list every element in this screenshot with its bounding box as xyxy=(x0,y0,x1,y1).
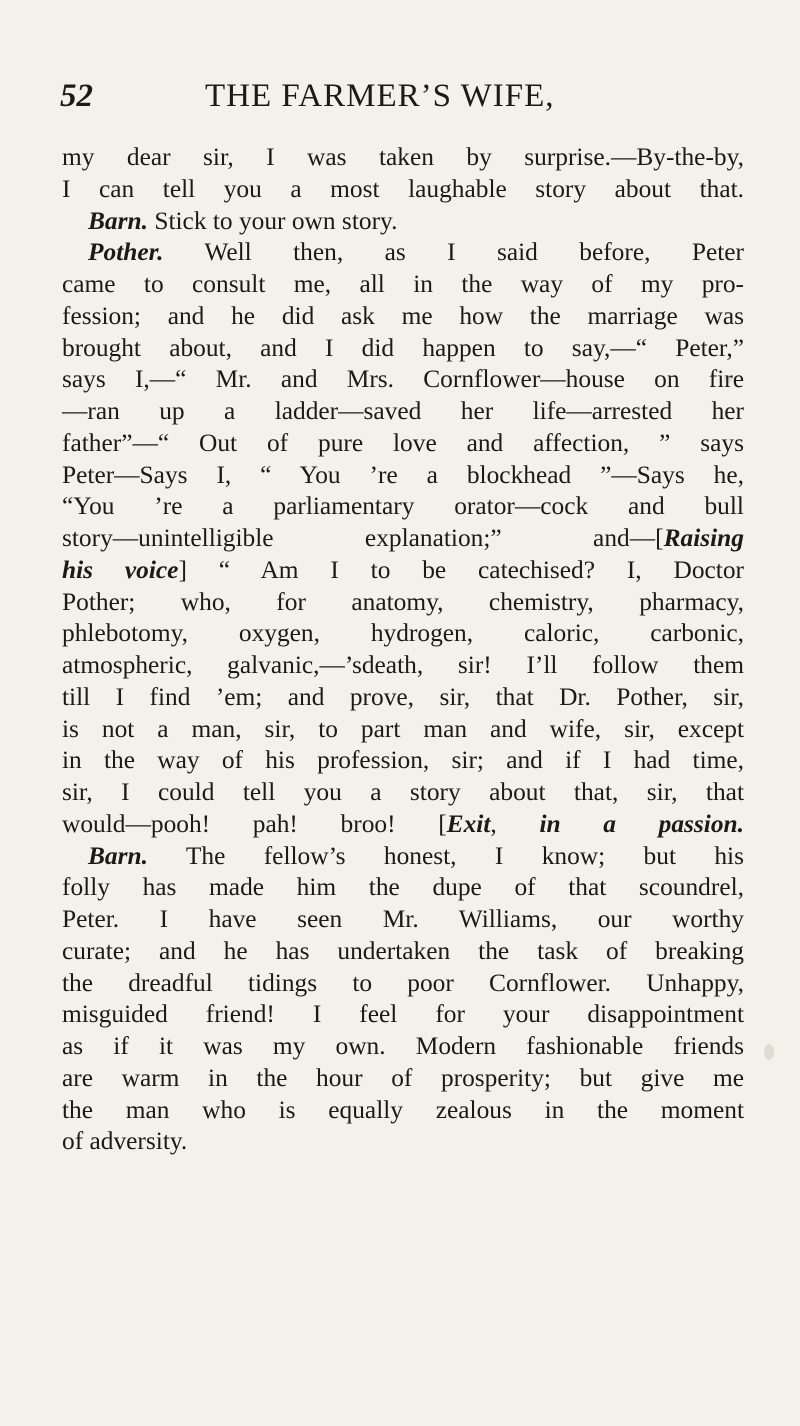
text-line: brought about, and I did happen to say,—“ Peter,” xyxy=(62,333,744,362)
paper-smudge xyxy=(724,375,732,383)
text-line: Pother. Well then, as I said before, Peter xyxy=(88,238,744,267)
text-line: the dreadful tidings to poor Cornflower. Unhappy, xyxy=(62,968,744,997)
text-line: Pother; who, for anatomy, chemistry, pharmacy, xyxy=(62,587,744,616)
text-line: sir, I could tell you a story about that, sir, that xyxy=(62,778,744,806)
text-line: I can tell you a most laughable story about that. xyxy=(62,174,744,203)
stage-direction: Exit xyxy=(446,809,491,838)
text-line: as if it was my own. Modern fashionable friends xyxy=(62,1032,744,1060)
text-line: came to consult me, all in the way of my pro- xyxy=(62,270,744,298)
stage-direction: Raising xyxy=(663,524,744,552)
paper-smudge xyxy=(764,1044,774,1060)
stage-direction: in a passion. xyxy=(539,809,745,838)
text-line: atmospheric, galvanic,—’sdeath, sir! I’ll follow them xyxy=(62,651,744,679)
text-line: are warm in the hour of prosperity; but give me xyxy=(62,1063,744,1092)
stage-direction: his voice xyxy=(62,555,179,584)
text-line: would—pooh! pah! broo! [Exit, in a passion. xyxy=(62,809,745,838)
text-line: curate; and he has undertaken the task of breaking xyxy=(62,936,744,965)
text-line: story—unintelligible explanation;” and—[Raising xyxy=(62,524,744,552)
page-header xyxy=(60,78,740,118)
text-line: —ran up a ladder—saved her life—arrested her xyxy=(62,397,744,425)
text-line: father”—“ Out of pure love and affection, ” says xyxy=(62,428,744,457)
text-line: fession; and he did ask me how the marriage was xyxy=(62,301,744,330)
text-line: of adversity. xyxy=(62,1127,188,1156)
text-line: is not a man, sir, to part man and wife, sir, except xyxy=(62,714,744,743)
text-line: misguided friend! I feel for your disappointment xyxy=(62,1000,744,1029)
text-line: “You ’re a parliamentary orator—cock and bull xyxy=(62,492,744,521)
text-line: Peter. I have seen Mr. Williams, our worthy xyxy=(62,905,744,933)
speaker-name: Pother. xyxy=(88,238,164,267)
text-line: in the way of his profession, sir; and if I had time, xyxy=(62,746,744,775)
text-line: Barn. Stick to your own story. xyxy=(88,206,398,235)
text-line: Peter—Says I, “ You ’re a blockhead ”—Says he, xyxy=(62,460,744,489)
text-line: my dear sir, I was taken by surprise.—By-the-by, xyxy=(62,143,744,171)
text-line: Barn. The fellow’s honest, I know; but his xyxy=(88,841,744,870)
text-line: phlebotomy, oxygen, hydrogen, caloric, carbonic, xyxy=(62,619,744,648)
body-text xyxy=(62,142,744,1158)
text-line: folly has made him the dupe of that scoundrel, xyxy=(62,873,744,902)
text-line: till I find ’em; and prove, sir, that Dr. Pother, sir, xyxy=(62,682,744,711)
running-head: THE FARMER’S WIFE, xyxy=(205,78,555,114)
speaker-name: Barn. xyxy=(88,841,148,870)
page-number: 52 xyxy=(60,78,93,114)
text-line: his voice] “ Am I to be catechised? I, Doctor xyxy=(62,555,744,584)
speaker-name: Barn. xyxy=(88,206,148,235)
text-line: says I,—“ Mr. and Mrs. Cornflower—house on fire xyxy=(62,365,744,394)
text-line: the man who is equally zealous in the moment xyxy=(62,1095,744,1124)
